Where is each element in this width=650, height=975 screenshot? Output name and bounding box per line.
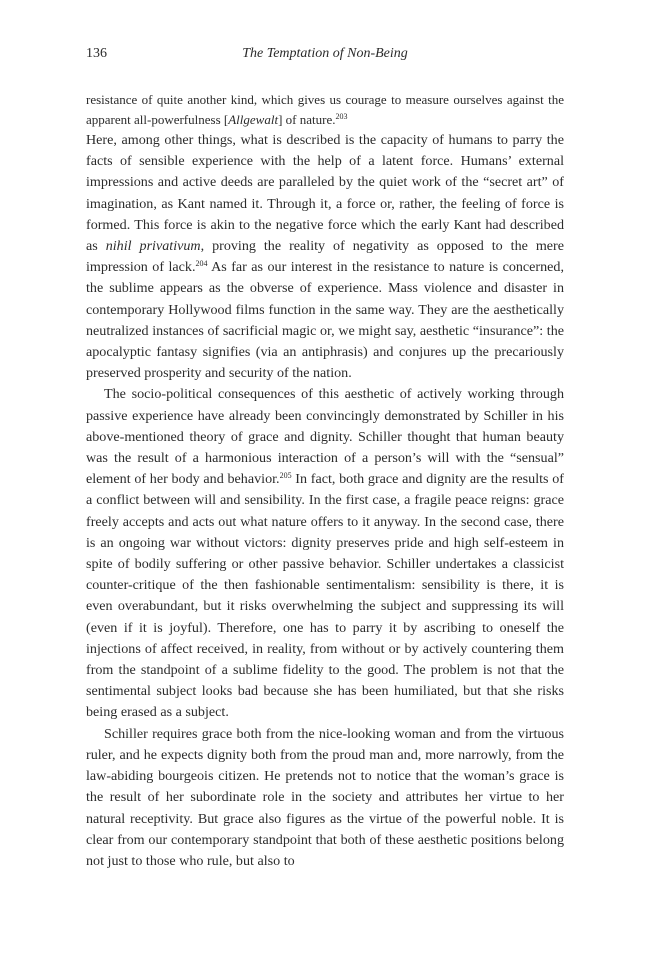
paragraph-text: As far as our interest in the resistance to nature is concerned, the sublime appears as the obverse of experience. Mass violence and disaster in contemporary Hollywood films function in the same way. They are the aesthetically neutralized instances of sacrificial magic or, we might say, aesthetic “insurance”: the apocalyptic fantasy signifies (via an antiphrasis) and conjures up the precariously preserved prosperity and security of the nation. [86,259,564,382]
paragraph-text: Here, among other things, what is described is the capacity of humans to parry the facts of sensible experience with the help of a latent force. Humans’ external impressions and active deeds are paralleled by the quiet work of the “secret art” of imagination, as Kant named it. Through it, a force or, rather, the feeling of force is formed. This force is akin to the negative force which the early Kant had described as [86,132,564,255]
paragraph-3 [86,724,564,872]
paragraph-text: In fact, both grace and dignity are the results of a conflict between will and sensibility. In the first case, a fragile peace reigns: grace freely accepts and acts out what nature offers to it anyway. In the second case, there is an ongoing war without victors: dignity preserves pride and high self-esteem in spite of bodily suffering or other passive behavior. Schiller undertakes a classicist counter-critique of the then fashionable sentimentalism: sensibility is there, it is even overabundant, but it risks overwhelming the subject and suppressing its will (even if it is joyful). Therefore, one has to parry it by ascribing to oneself the injections of affect received, in reality, from without or by actively countering them from the standpoint of a sublime fidelity to the good. The problem is not that the sentimental subject looks bad because she has been humiliated, but that she risks being erased as a subject. [86,471,564,721]
paragraph-text: Schiller requires grace both from the nice-looking woman and from the virtuous ruler, and he expects dignity both from the proud man and, more narrowly, from the law-abiding bourgeois citizen. He pretends not to notice that the woman’s grace is the result of her subordinate role in the society and attributes her virtue to her natural receptivity. But grace also figures as the virtue of the powerful noble. It is clear from our contemporary standpoint that both of these aesthetic positions belong not just to those who rule, but also to [86,725,564,869]
running-title: The Temptation of Non-Being [242,46,408,61]
footnote-ref-203[interactable]: 203 [335,112,348,121]
block-quote-text-end: ] of nature. [278,112,336,127]
footnote-ref-204[interactable]: 204 [195,259,208,269]
page-number: 136 [86,46,107,61]
block-quote [86,90,564,130]
paragraph-term: nihil privativum [105,238,201,255]
block-quote-text: resistance of quite another kind, which gives us courage to measure ourselves against the apparent all-powerfulness [ [86,92,564,127]
paragraph-text: , proving the reality of negativity as opposed to the mere impression of lack. [86,238,565,276]
paragraph-2 [86,384,564,723]
block-quote-term: Allgewalt [228,112,279,127]
page-body [86,90,564,872]
footnote-ref-205[interactable]: 205 [279,471,292,481]
running-head [86,46,564,66]
paragraph-1 [86,130,564,384]
paragraph-text: The socio-political consequences of this aesthetic of actively working through passive experience have already been convincingly demonstrated by Schiller in his above-mentioned theory of grace and dignity. Schiller thought that human beauty was the result of a harmonious interaction of a person’s will with the “sensual” element of her body and behavior. [86,386,564,488]
